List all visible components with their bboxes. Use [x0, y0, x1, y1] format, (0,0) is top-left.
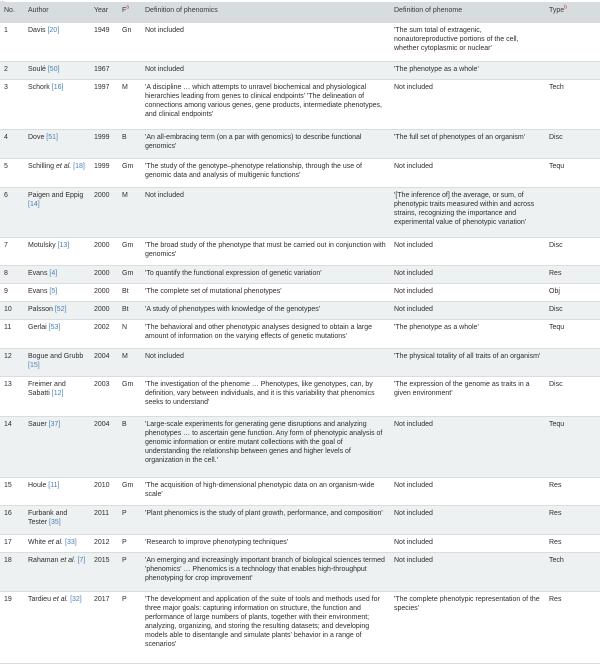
cell-type: Res	[549, 481, 562, 489]
cell-definition-phenome: 'The complete phenotypic representation of the species'	[394, 596, 540, 613]
table-row	[0, 506, 600, 535]
table-body	[0, 23, 600, 664]
cell-author	[24, 477, 90, 506]
cell-definition-phenomics: 'Research to improve phenotyping techniques'	[145, 538, 289, 546]
cell-type: Res	[549, 510, 562, 518]
cell-no: 19	[4, 596, 12, 604]
cell-definition-phenomics: Not included	[145, 27, 184, 34]
cell-no: 9	[4, 288, 8, 296]
author-name: Evans	[28, 270, 48, 278]
table-row	[0, 187, 600, 237]
table-row	[0, 266, 600, 284]
cell-type: Tequ	[549, 324, 565, 332]
reference-link[interactable]: [7]	[77, 556, 86, 564]
cell-definition-phenomics: 'An emerging and increasingly important branch of biological sciences termed 'phenomics' … Phenomics is a technology that enables high-throughput phenotyping for crop improvement'	[145, 556, 385, 582]
cell-field: Gn	[122, 27, 132, 34]
table-row	[0, 348, 600, 377]
cell-type	[545, 23, 600, 62]
cell-year: 2003	[94, 381, 110, 389]
cell-no: 1	[4, 27, 8, 34]
cell-definition-phenome: Not included	[394, 288, 433, 296]
cell-year: 2000	[94, 191, 110, 199]
cell-field: P	[122, 556, 127, 564]
header-field-footnote: a	[126, 4, 130, 11]
reference-link[interactable]: [5]	[49, 288, 58, 296]
reference-link[interactable]: [35]	[49, 519, 61, 527]
cell-year: 2011	[94, 510, 110, 518]
cell-field: P	[122, 596, 127, 604]
cell-definition-phenome: Not included	[394, 420, 433, 428]
reference-link[interactable]: [32]	[70, 596, 82, 604]
table-row	[0, 377, 600, 416]
cell-definition-phenomics: 'The behavioral and other phenotypic analyses designed to obtain a large amount of information on the varying effects of genetic mutations'	[145, 324, 373, 341]
author-name: Schilling	[28, 162, 55, 170]
cell-field: Gm	[122, 162, 134, 170]
author-name: Paigen and Eppig	[28, 191, 84, 199]
cell-type: Tequ	[549, 420, 565, 428]
cell-definition-phenomics: 'To quantify the functional expression of genetic variation'	[145, 270, 322, 278]
cell-type: Res	[549, 538, 562, 546]
cell-no: 6	[4, 191, 8, 199]
table-row	[0, 320, 600, 349]
cell-no: 14	[4, 420, 12, 428]
cell-definition-phenomics: 'The acquisition of high-dimensional phenotypic data on an organism-wide scale'	[145, 481, 375, 498]
header-definition-phenomics: Definition of phenomics	[145, 7, 218, 14]
header-field	[118, 2, 141, 23]
cell-field: M	[122, 191, 128, 199]
cell-definition-phenome: Not included	[394, 510, 433, 518]
table-row	[0, 237, 600, 266]
header-field-label: F	[122, 7, 127, 14]
cell-definition-phenome: 'The full set of phenotypes of an organism'	[394, 134, 526, 142]
cell-definition-phenome: Not included	[394, 306, 433, 314]
cell-definition-phenomics: 'The investigation of the phenome … Phenotypes, like genotypes, can, by definition, vary between individuals, and it is this variability that phenomics seeks to understand'	[145, 381, 375, 407]
header-year: Year	[94, 7, 109, 14]
cell-author	[24, 284, 90, 302]
reference-link[interactable]: [18]	[73, 162, 85, 170]
cell-field: N	[122, 324, 128, 332]
cell-type: Res	[549, 596, 562, 604]
cell-author	[24, 130, 90, 159]
cell-author	[24, 158, 90, 187]
cell-definition-phenomics: 'Plant phenomics is the study of plant growth, performance, and composition'	[145, 510, 383, 518]
cell-author	[24, 416, 90, 477]
cell-field: Gm	[122, 241, 134, 249]
cell-year: 2002	[94, 324, 110, 332]
cell-author	[24, 266, 90, 284]
author-name: Davis	[28, 27, 46, 34]
author-name: Palsson	[28, 306, 53, 314]
header-type	[545, 2, 600, 23]
reference-link[interactable]: [52]	[54, 306, 67, 314]
cell-definition-phenome: Not included	[394, 84, 433, 92]
cell-year: 2012	[94, 538, 110, 546]
author-name: Schork	[28, 84, 50, 92]
cell-author	[24, 534, 90, 552]
cell-year: 2000	[94, 288, 110, 296]
cell-definition-phenome: Not included	[394, 556, 433, 564]
author-name: Motulsky	[28, 241, 56, 249]
cell-year: 1999	[94, 134, 110, 142]
cell-author	[24, 302, 90, 320]
author-etal: et al.	[56, 162, 72, 170]
cell-type	[545, 348, 600, 377]
cell-definition-phenome: 'The physical totality of all traits of an organism'	[394, 352, 541, 360]
cell-author	[24, 62, 90, 80]
reference-link[interactable]: [51]	[46, 134, 58, 142]
cell-author	[24, 377, 90, 416]
header-type-label: Type	[549, 7, 565, 14]
reference-link[interactable]: [16]	[51, 84, 64, 92]
cell-author	[24, 23, 90, 62]
cell-year: 1949	[94, 27, 110, 34]
header-definition-phenome: Definition of phenome	[394, 7, 463, 14]
cell-no: 17	[4, 538, 12, 546]
cell-no: 11	[4, 324, 12, 332]
table-row	[0, 477, 600, 506]
cell-field: P	[122, 510, 127, 518]
table-row	[0, 158, 600, 187]
cell-year: 1967	[94, 66, 110, 74]
reference-link[interactable]: [14]	[28, 200, 40, 208]
cell-year: 1999	[94, 162, 110, 170]
cell-author	[24, 187, 90, 237]
author-name: Soulé	[28, 66, 46, 74]
author-name: Freimer and Sabatti	[28, 381, 66, 398]
author-name: Gerlai	[28, 324, 47, 332]
author-name: Tardieu	[28, 596, 51, 604]
cell-type: Disc	[549, 134, 563, 142]
cell-field: B	[122, 420, 127, 428]
cell-no: 8	[4, 270, 8, 278]
cell-definition-phenomics: Not included	[145, 352, 184, 360]
cell-year: 2000	[94, 241, 110, 249]
reference-link[interactable]: [15]	[28, 361, 40, 369]
cell-author	[24, 80, 90, 130]
cell-type: Tequ	[549, 162, 565, 170]
reference-link[interactable]: [33]	[65, 538, 77, 546]
cell-definition-phenome: Not included	[394, 481, 433, 489]
cell-type: Disc	[549, 306, 563, 314]
author-name: Sauer	[28, 420, 47, 428]
cell-author	[24, 348, 90, 377]
cell-field: P	[122, 538, 127, 546]
author-name: White	[28, 538, 46, 546]
table-row	[0, 130, 600, 159]
cell-definition-phenome: '[The inference of] the average, or sum, of phenotypic traits measured within and across strains, recognizing the importance and experimental value of phenotypic variation'	[394, 191, 535, 226]
cell-definition-phenome: 'The expression of the genome as traits in a given environment'	[394, 381, 530, 398]
cell-type	[545, 62, 600, 80]
cell-year: 2015	[94, 556, 110, 564]
cell-field: Gm	[122, 270, 134, 278]
table-row	[0, 284, 600, 302]
cell-field: M	[122, 352, 128, 360]
cell-definition-phenomics: Not included	[145, 66, 184, 74]
cell-author	[24, 237, 90, 266]
cell-definition-phenome: Not included	[394, 538, 433, 546]
cell-definition-phenomics: 'An all-embracing term (on a par with genomics) to describe functional genomics'	[145, 134, 362, 151]
cell-year: 1997	[94, 84, 110, 92]
cell-year: 2000	[94, 306, 110, 314]
table-row	[0, 302, 600, 320]
reference-link[interactable]: [20]	[47, 27, 60, 34]
cell-definition-phenome: 'The phenotype as a whole'	[394, 66, 479, 74]
header-no: No.	[4, 7, 15, 14]
cell-field: Bt	[122, 306, 129, 314]
table-row	[0, 552, 600, 591]
author-name: Evans	[28, 288, 48, 296]
reference-link[interactable]: [37]	[48, 420, 61, 428]
reference-link[interactable]: [11]	[48, 481, 60, 489]
cell-definition-phenomics: 'The complete set of mutational phenotypes'	[145, 288, 282, 296]
reference-link[interactable]: [53]	[48, 324, 61, 332]
cell-author	[24, 320, 90, 349]
cell-no: 7	[4, 241, 8, 249]
table-row	[0, 534, 600, 552]
cell-no: 18	[4, 556, 12, 564]
cell-definition-phenome: 'The sum total of extragenic, nonautoreproductive portions of the cell, whether cytoplasmic or nuclear'	[394, 27, 519, 52]
cell-type: Disc	[549, 241, 563, 249]
cell-author	[24, 506, 90, 535]
cell-type: Disc	[549, 381, 563, 389]
cell-definition-phenomics: 'The broad study of the phenotype that must be carried out in conjunction with genomics'	[145, 241, 386, 258]
reference-link[interactable]: [13]	[57, 241, 70, 249]
header-type-footnote: b	[564, 4, 567, 11]
cell-author	[24, 552, 90, 591]
cell-definition-phenomics: 'The study of the genotype–phenotype relationship, through the use of genomic data and analysis of multigenic functions'	[145, 162, 362, 179]
reference-link[interactable]: [50]	[47, 66, 60, 74]
cell-no: 15	[4, 481, 12, 489]
cell-no: 5	[4, 162, 8, 170]
cell-field: Gm	[122, 481, 134, 489]
table-row	[0, 62, 600, 80]
cell-year: 2017	[94, 596, 110, 604]
header-row	[0, 2, 600, 23]
cell-field: B	[122, 134, 127, 142]
author-etal: et al.	[47, 538, 64, 546]
cell-year: 2010	[94, 481, 110, 489]
phenomics-definitions-table	[0, 2, 600, 664]
author-etal: et al.	[52, 596, 69, 604]
cell-definition-phenome: Not included	[394, 270, 433, 278]
author-name: Furbank and Tester	[28, 510, 68, 527]
author-name: Bogue and Grubb	[28, 352, 84, 360]
cell-no: 13	[4, 381, 12, 389]
cell-definition-phenome: Not included	[394, 241, 433, 249]
table-header	[0, 2, 600, 23]
author-name: Rahaman	[28, 556, 59, 564]
author-name: Dove	[28, 134, 45, 142]
cell-type: Obj	[549, 288, 560, 296]
cell-no: 16	[4, 510, 12, 518]
cell-no: 10	[4, 306, 12, 314]
cell-definition-phenomics: Not included	[145, 191, 184, 199]
table-row	[0, 80, 600, 130]
header-author: Author	[28, 7, 49, 14]
author-etal: et al.	[60, 556, 76, 564]
cell-definition-phenomics: 'A study of phenotypes with knowledge of the genotypes'	[145, 306, 321, 314]
cell-field: M	[122, 84, 128, 92]
cell-no: 4	[4, 134, 8, 142]
cell-type: Res	[549, 270, 562, 278]
cell-definition-phenomics: 'The development and application of the suite of tools and methods used for three major goals: capturing information on structure, the function and performance of large numbers of plants, together with their environment; analyzing, organizing, and storing the resulting datasets; and developing models able to disentangle and simulate plants' behavior in a range of scenarios'	[145, 596, 380, 649]
cell-definition-phenomics: 'Large-scale experiments for generating gene disruptions and analyzing phenotypes … to ascertain gene function. Any form of phenotypic analysis of genomic information or entire mutant collections with the goal of understanding the relationship between genes and higher levels of organization in the cell.'	[145, 420, 383, 464]
cell-year: 2000	[94, 270, 110, 278]
cell-type	[545, 187, 600, 237]
cell-type: Tech	[549, 84, 564, 92]
cell-field: Bt	[122, 288, 129, 296]
cell-field	[118, 62, 141, 80]
cell-author	[24, 592, 90, 664]
cell-field: Gm	[122, 381, 134, 389]
cell-year: 2004	[94, 352, 110, 360]
reference-link[interactable]: [4]	[49, 270, 58, 278]
author-name: Houle	[28, 481, 47, 489]
cell-definition-phenomics: 'A discipline … which attempts to unravel biochemical and physiological hierarchies leading from genes to clinical endpoints' 'The delineation of connections among various genes, gene products, intermediate phenotypes, and clinical endpoints'	[145, 84, 382, 119]
table-row	[0, 592, 600, 664]
cell-no: 12	[4, 352, 12, 360]
reference-link[interactable]: [12]	[51, 390, 64, 398]
table-row	[0, 23, 600, 62]
table-row	[0, 416, 600, 477]
cell-type: Tech	[549, 556, 564, 564]
cell-year: 2004	[94, 420, 110, 428]
cell-definition-phenome: Not included	[394, 162, 433, 170]
cell-no: 2	[4, 66, 8, 74]
cell-definition-phenome: 'The phenotype as a whole'	[394, 324, 479, 332]
cell-no: 3	[4, 84, 8, 92]
